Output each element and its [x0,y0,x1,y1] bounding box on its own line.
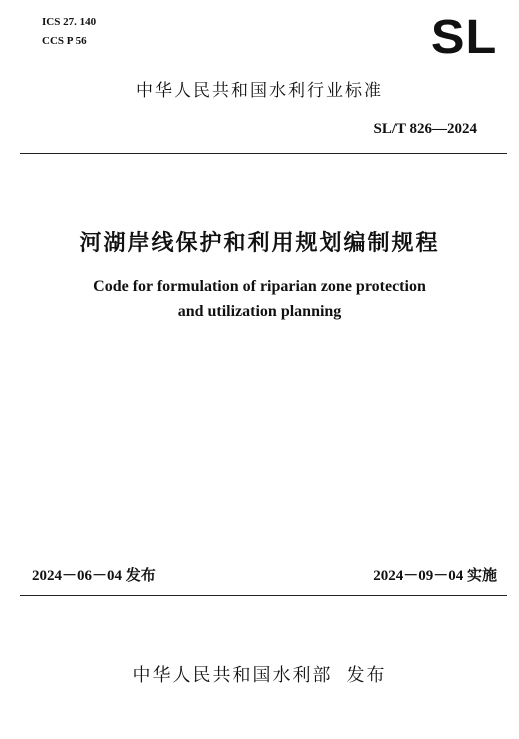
standard-category: 中华人民共和国水利行业标准 [136,81,383,101]
standard-number: SL/T 826—2024 [373,121,477,137]
issuing-authority [0,661,519,687]
sl-logo: SL [430,11,497,64]
title-chinese: 河湖岸线保护和利用规划编制规程 [79,231,440,256]
ccs-code: CCS P 56 [42,35,87,47]
title-english [0,274,519,324]
bottom-divider [20,595,507,596]
classification-codes [42,13,96,51]
issue-date: 2024－06－04 发布 [32,568,156,584]
ics-code: ICS 27. 140 [42,16,97,28]
issuer-action: 发布 [346,665,387,686]
title-english-line-2: and utilization planning [177,303,342,320]
title-english-line-1: Code for formulation of riparian zone protection [93,278,426,295]
top-divider [20,153,507,154]
implementation-date: 2024－09－04 实施 [373,568,497,584]
issuer-name: 中华人民共和国水利部 [132,665,333,686]
